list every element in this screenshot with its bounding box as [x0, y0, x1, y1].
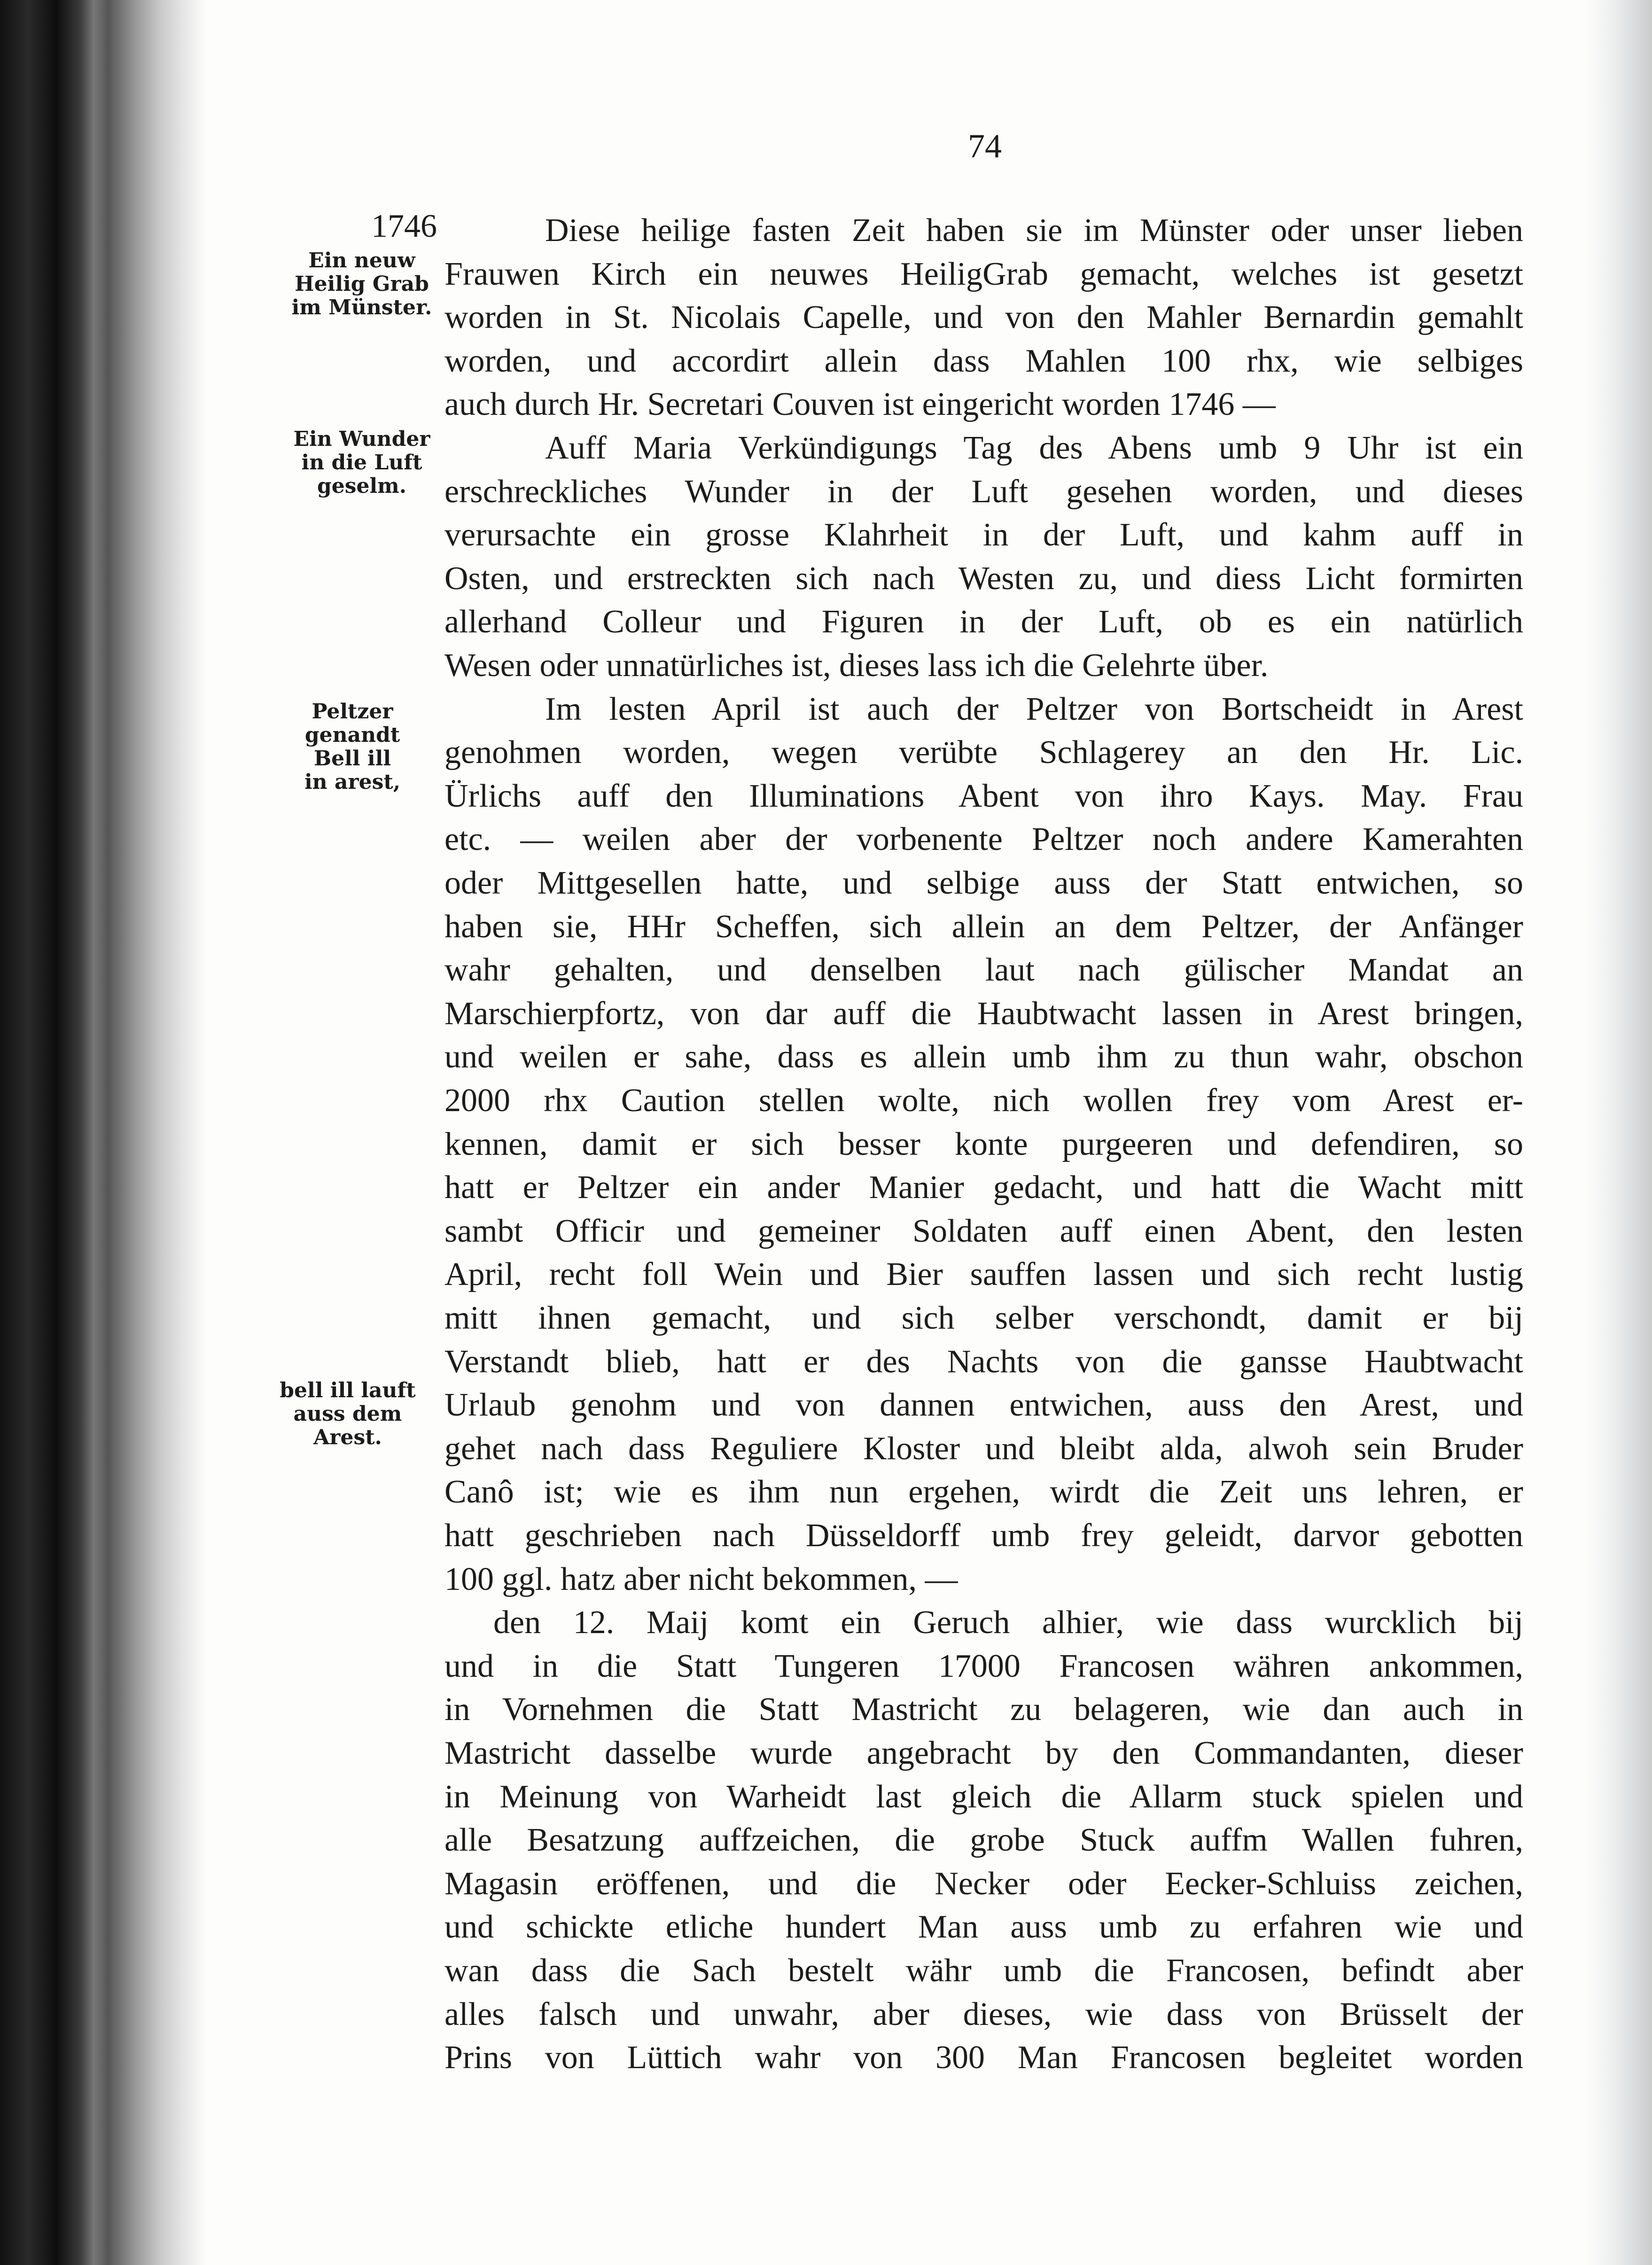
text-line: Mastricht dasselbe wurde angebracht by den Commandanten, dieser — [444, 1735, 1523, 1771]
margin-note-line: Peltzer — [312, 700, 393, 724]
text-line: gehet nach dass Reguliere Kloster und bleibt alda, alwoh sein Bruder — [444, 1430, 1523, 1467]
text-line: verursachte ein grosse Klahrheit in der Luft, und kahm auff in — [444, 517, 1523, 553]
margin-note-line: auss dem — [293, 1402, 402, 1426]
margin-note-line: in die Luft — [301, 451, 422, 475]
text-line: April, recht foll Wein und Bier sauffen lassen und sich recht lustig — [444, 1256, 1523, 1293]
text-line: etc. — weilen aber der vorbenente Peltzer noch andere Kamerahten — [444, 821, 1523, 858]
text-line: auch durch Hr. Secretari Couven ist eingericht worden 1746 — — [444, 386, 1276, 423]
text-line: hatt geschrieben nach Düsseldorff umb frey geleidt, darvor gebotten — [444, 1518, 1523, 1554]
text-line: Marschierpfortz, von dar auff die Haubtwacht lassen in Arest bringen, — [444, 995, 1523, 1032]
margin-note — [263, 1379, 432, 1449]
text-line: wahr gehalten, und denselben laut nach gülischer Mandat an — [444, 952, 1523, 989]
text-line: und in die Statt Tungeren 17000 Francosen währen ankommen, — [444, 1648, 1523, 1684]
text-line: Urlaub genohm und von dannen entwichen, auss den Arest, und — [444, 1387, 1523, 1424]
margin-note-line: geselm. — [317, 474, 407, 498]
margin-note-line: genandt — [304, 723, 400, 747]
margin-note-line: Heilig Grab — [295, 272, 429, 296]
margin-note-line: Ein Wunder — [293, 427, 430, 451]
text-line: Auff Maria Verkündigungs Tag des Abens umb 9 Uhr ist ein — [545, 430, 1523, 466]
text-line: und schickte etliche hundert Man auss umb zu erfahren wie und — [444, 1909, 1523, 1946]
text-line: in Meinung von Warheidt last gleich die Allarm stuck spielen und — [444, 1778, 1523, 1815]
text-line: Prins von Lüttich wahr von 300 Man Francosen begleitet worden — [444, 2039, 1523, 2076]
text-line: worden in St. Nicolais Capelle, und von den Mahler Bernardin gemahlt — [444, 299, 1523, 336]
text-line: worden, und accordirt allein dass Mahlen 100 rhx, wie selbiges — [444, 342, 1523, 379]
text-line: allerhand Colleur und Figuren in der Luft, ob es ein natürlich — [444, 604, 1523, 640]
scan-right-edge-shadow — [1586, 0, 1652, 2265]
text-line: genohmen worden, wegen verübte Schlagerey an den Hr. Lic. — [444, 734, 1523, 771]
text-line: Wesen oder unnatürliches ist, dieses lass ich die Gelehrte über. — [444, 647, 1269, 684]
text-line: Diese heilige fasten Zeit haben sie im Münster oder unser lieben — [545, 212, 1523, 249]
text-line: Osten, und erstreckten sich nach Westen zu, und diess Licht formirten — [444, 560, 1523, 597]
margin-note-line: Arest. — [313, 1425, 382, 1449]
text-line: sambt Officir und gemeiner Soldaten auff einen Abent, den lesten — [444, 1213, 1523, 1249]
text-line: erschreckliches Wunder in der Luft gesehen worden, und dieses — [444, 473, 1523, 510]
margin-note-line: bell ill lauft — [280, 1378, 416, 1402]
text-line: hatt er Peltzer ein ander Manier gedacht, und hatt die Wacht mitt — [444, 1169, 1523, 1206]
text-line: in Vornehmen die Statt Mastricht zu belageren, wie dan auch in — [444, 1691, 1523, 1728]
text-line: mitt ihnen gemacht, und sich selber verschondt, damit er bij — [444, 1300, 1523, 1336]
year-marker: 1746 — [371, 208, 437, 244]
text-line: Verstandt blieb, hatt er des Nachts von die gansse Haubtwacht — [444, 1343, 1523, 1380]
margin-note — [282, 249, 442, 319]
text-line: kennen, damit er sich besser konte purgeeren und defendiren, so — [444, 1126, 1523, 1162]
text-line: Im lesten April ist auch der Peltzer von Bortscheidt in Arest — [545, 691, 1523, 727]
text-line: und weilen er sahe, dass es allein umb ihm zu thun wahr, obschon — [444, 1039, 1523, 1075]
text-line: 2000 rhx Caution stellen wolte, nich wollen frey vom Arest er- — [444, 1082, 1523, 1119]
page-number: 74 — [968, 127, 1002, 165]
text-line: den 12. Maij komt ein Geruch alhier, wie dass wurcklich bij — [493, 1604, 1523, 1641]
margin-note — [291, 700, 413, 794]
text-line: 100 ggl. hatz aber nicht bekommen, — — [444, 1561, 958, 1597]
text-line: haben sie, HHr Scheffen, sich allein an dem Peltzer, der Anfänger — [444, 908, 1523, 945]
text-line: alles falsch und unwahr, aber dieses, wie dass von Brüsselt der — [444, 1996, 1523, 2032]
text-line: alle Besatzung auffzeichen, die grobe Stuck auffm Wallen fuhren, — [444, 1822, 1523, 1859]
margin-note-line: Ein neuw — [308, 249, 415, 272]
text-line: Canô ist; wie es ihm nun ergehen, wirdt die Zeit uns lehren, er — [444, 1474, 1523, 1510]
text-line: Frauwen Kirch ein neuwes HeiligGrab gemacht, welches ist gesetzt — [444, 256, 1523, 292]
margin-note-line: im Münster. — [291, 296, 432, 319]
text-line: wan dass die Sach bestelt währ umb die Francosen, befindt aber — [444, 1953, 1523, 1989]
margin-note — [282, 428, 442, 498]
text-line: oder Mittgesellen hatte, und selbige auss der Statt entwichen, so — [444, 865, 1523, 901]
text-line: Ürlichs auff den Illuminations Abent von ihro Kays. May. Frau — [444, 778, 1523, 814]
text-line: Magasin eröffenen, und die Necker oder Eecker-Schluiss zeichen, — [444, 1865, 1523, 1902]
margin-note-line: Bell ill — [313, 747, 391, 771]
scan-left-edge-shadow — [0, 0, 207, 2265]
margin-note-line: in arest, — [304, 770, 401, 794]
